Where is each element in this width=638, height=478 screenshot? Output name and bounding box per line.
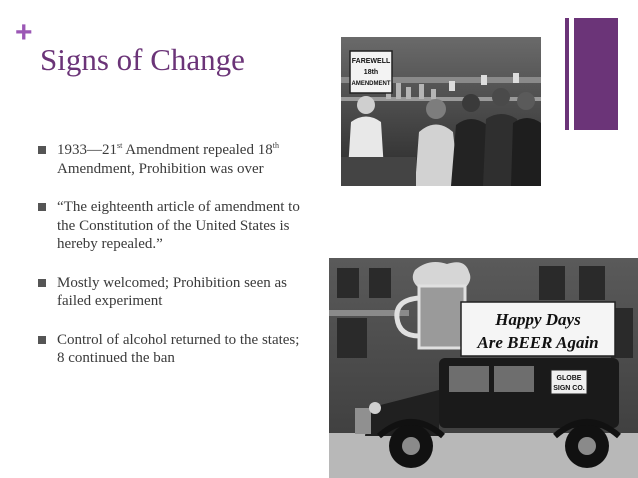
accent-bar-block [574,18,618,130]
plus-sign: + [15,16,33,49]
accent-bar-thin [565,18,569,130]
sign-line: AMENDMENT [351,81,391,87]
bullet-text: Mostly welcomed; Prohibition seen as failed experiment [57,274,287,309]
door-sign-line: GLOBE [556,375,582,382]
sign-line: FAREWELL [351,58,391,65]
photo-beer-truck [329,258,638,478]
bullet-text: Control of alcohol returned to the states; 8 continued the ban [57,331,300,366]
bullet-marker [38,146,46,154]
sign-line: 18th [363,69,379,76]
bullet-text: “The eighteenth article of amendment to the Constitution of the United States is hereby repealed.” [57,199,300,252]
bullet-text: 1933—21st Amendment repealed 18th Amendment, Prohibition was over [57,141,279,177]
banner-line: Happy Days [495,310,581,329]
door-sign-line: SIGN CO. [553,385,585,392]
bullet-item [38,274,300,311]
banner-line: Are BEER Again [477,333,599,352]
bullet-item [38,331,300,368]
bullet-item [38,198,300,254]
bullet-marker [38,203,46,211]
bullet-item [38,141,300,178]
photo-farewell-bar [341,37,541,186]
bullet-marker [38,279,46,287]
bullet-marker [38,336,46,344]
bullet-list [38,141,300,388]
slide-title: Signs of Change [40,42,245,77]
